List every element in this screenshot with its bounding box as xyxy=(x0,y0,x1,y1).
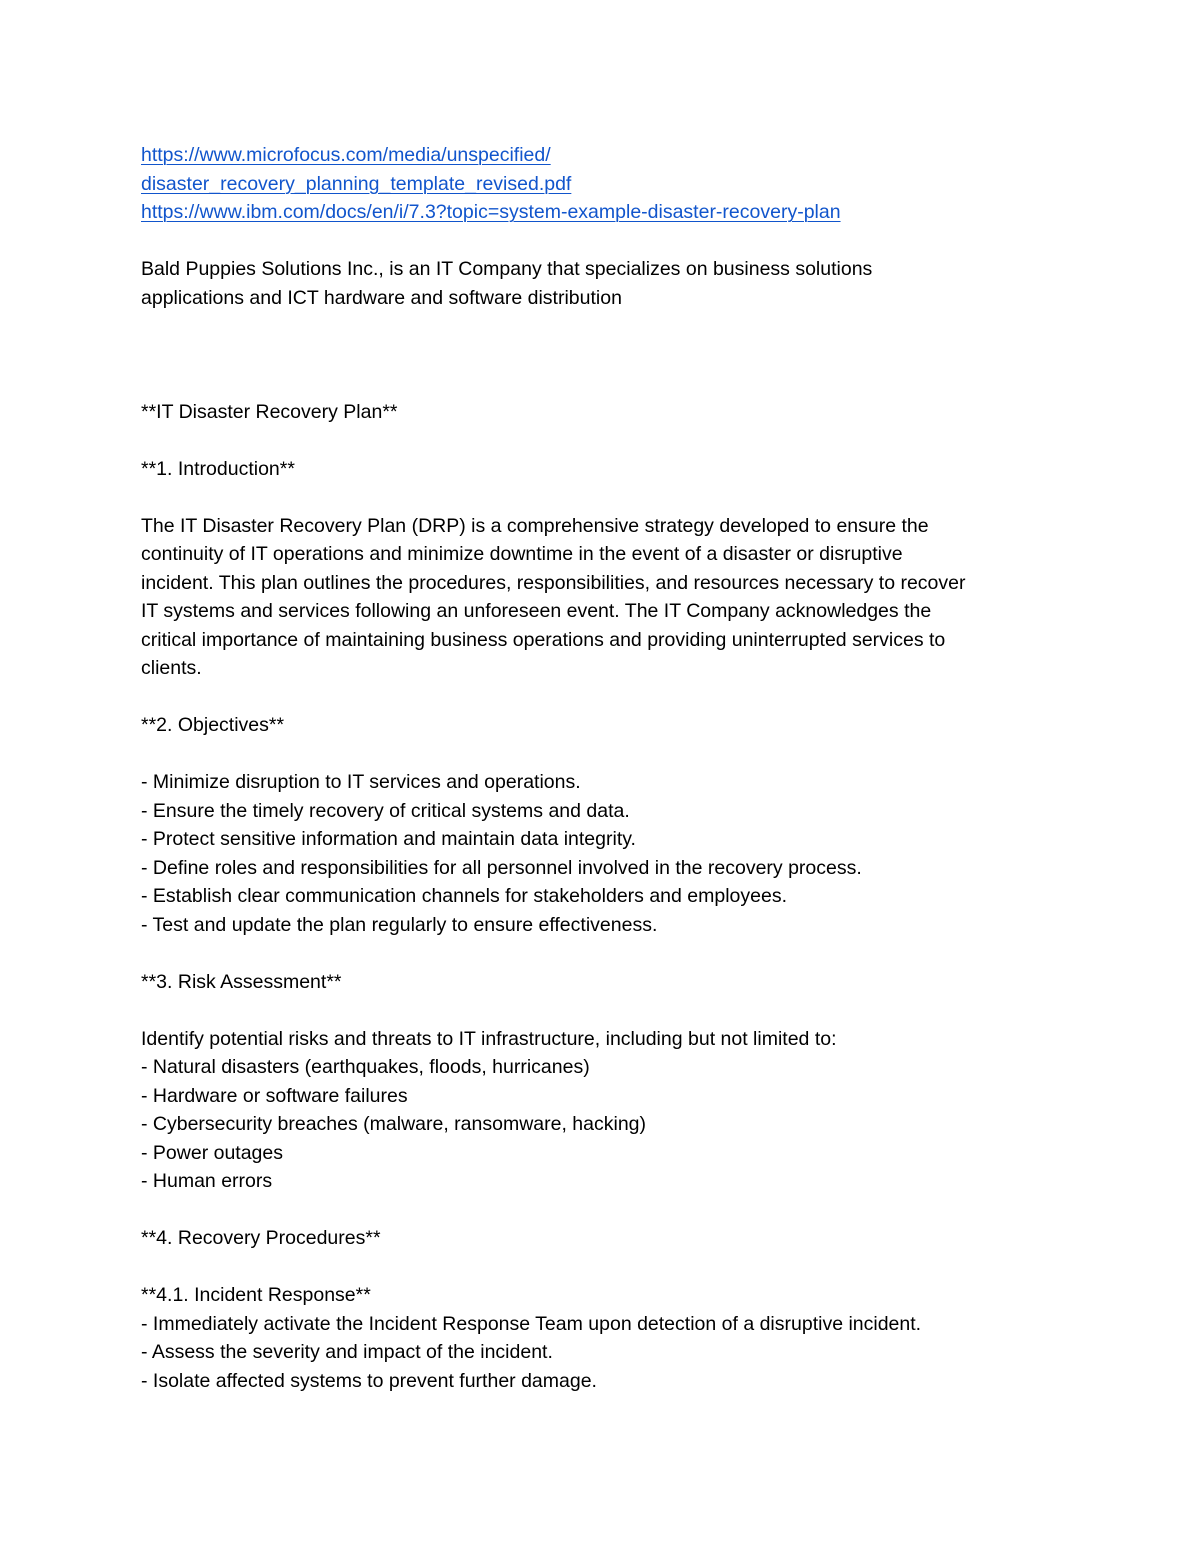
risk-list xyxy=(141,1025,1071,1196)
document-title: **IT Disaster Recovery Plan** xyxy=(141,400,398,423)
spacer xyxy=(141,1196,1071,1225)
spacer xyxy=(141,683,1071,712)
reference-links xyxy=(141,141,1071,227)
reference-link-microfocus[interactable]: https://www.microfocus.com/media/unspecified/ xyxy=(141,144,551,166)
document-page xyxy=(141,141,1071,1395)
introduction-paragraph xyxy=(141,512,1071,683)
reference-link-microfocus-pdf[interactable]: disaster_recovery_planning_template_revised.pdf xyxy=(141,172,572,195)
spacer xyxy=(141,312,1071,398)
company-intro xyxy=(141,255,1071,312)
paragraph-line: incident. This plan outlines the procedures, responsibilities, and resources necessary to recover xyxy=(141,571,966,594)
objectives-list xyxy=(141,768,1071,939)
list-item: - Hardware or software failures xyxy=(141,1084,408,1107)
risk-intro: Identify potential risks and threats to IT infrastructure, including but not limited to: xyxy=(141,1027,837,1050)
spacer xyxy=(141,939,1071,968)
list-item: - Immediately activate the Incident Response Team upon detection of a disruptive incident. xyxy=(141,1312,922,1335)
spacer xyxy=(141,740,1071,769)
spacer xyxy=(141,996,1071,1025)
spacer xyxy=(141,483,1071,512)
list-item: - Protect sensitive information and maintain data integrity. xyxy=(141,828,636,850)
company-intro-line: Bald Puppies Solutions Inc., is an IT Company that specializes on business solutions xyxy=(141,258,873,280)
list-item: - Human errors xyxy=(141,1170,273,1192)
section-heading-recovery-procedures: **4. Recovery Procedures** xyxy=(141,1227,381,1249)
list-item: - Natural disasters (earthquakes, floods, hurricanes) xyxy=(141,1056,590,1078)
list-item: - Minimize disruption to IT services and operations. xyxy=(141,771,581,793)
list-item: - Test and update the plan regularly to ensure effectiveness. xyxy=(141,913,658,936)
section-heading-objectives: **2. Objectives** xyxy=(141,714,285,736)
list-item: - Isolate affected systems to prevent further damage. xyxy=(141,1369,597,1392)
list-item: - Define roles and responsibilities for all personnel involved in the recovery process. xyxy=(141,856,862,879)
paragraph-line: continuity of IT operations and minimize downtime in the event of a disaster or disruptive xyxy=(141,543,903,565)
paragraph-line: clients. xyxy=(141,657,202,679)
spacer xyxy=(141,426,1071,455)
company-intro-line: applications and ICT hardware and software distribution xyxy=(141,286,622,309)
list-item: - Assess the severity and impact of the incident. xyxy=(141,1341,553,1363)
reference-link-ibm[interactable]: https://www.ibm.com/docs/en/i/7.3?topic=system-example-disaster-recovery-plan xyxy=(141,201,841,223)
section-heading-introduction: **1. Introduction** xyxy=(141,457,295,480)
paragraph-line: The IT Disaster Recovery Plan (DRP) is a comprehensive strategy developed to ensure the xyxy=(141,514,929,537)
subsection-heading-incident-response: **4.1. Incident Response** xyxy=(141,1284,371,1306)
paragraph-line: critical importance of maintaining business operations and providing uninterrupted services to xyxy=(141,628,946,651)
list-item: - Ensure the timely recovery of critical systems and data. xyxy=(141,799,630,822)
paragraph-line: IT systems and services following an unforeseen event. The IT Company acknowledges the xyxy=(141,600,932,622)
spacer xyxy=(141,227,1071,256)
list-item: - Establish clear communication channels for stakeholders and employees. xyxy=(141,885,787,907)
list-item: - Power outages xyxy=(141,1141,283,1164)
spacer xyxy=(141,1253,1071,1282)
list-item: - Cybersecurity breaches (malware, ransomware, hacking) xyxy=(141,1113,647,1135)
incident-response-list xyxy=(141,1310,1071,1396)
section-heading-risk-assessment: **3. Risk Assessment** xyxy=(141,970,342,993)
